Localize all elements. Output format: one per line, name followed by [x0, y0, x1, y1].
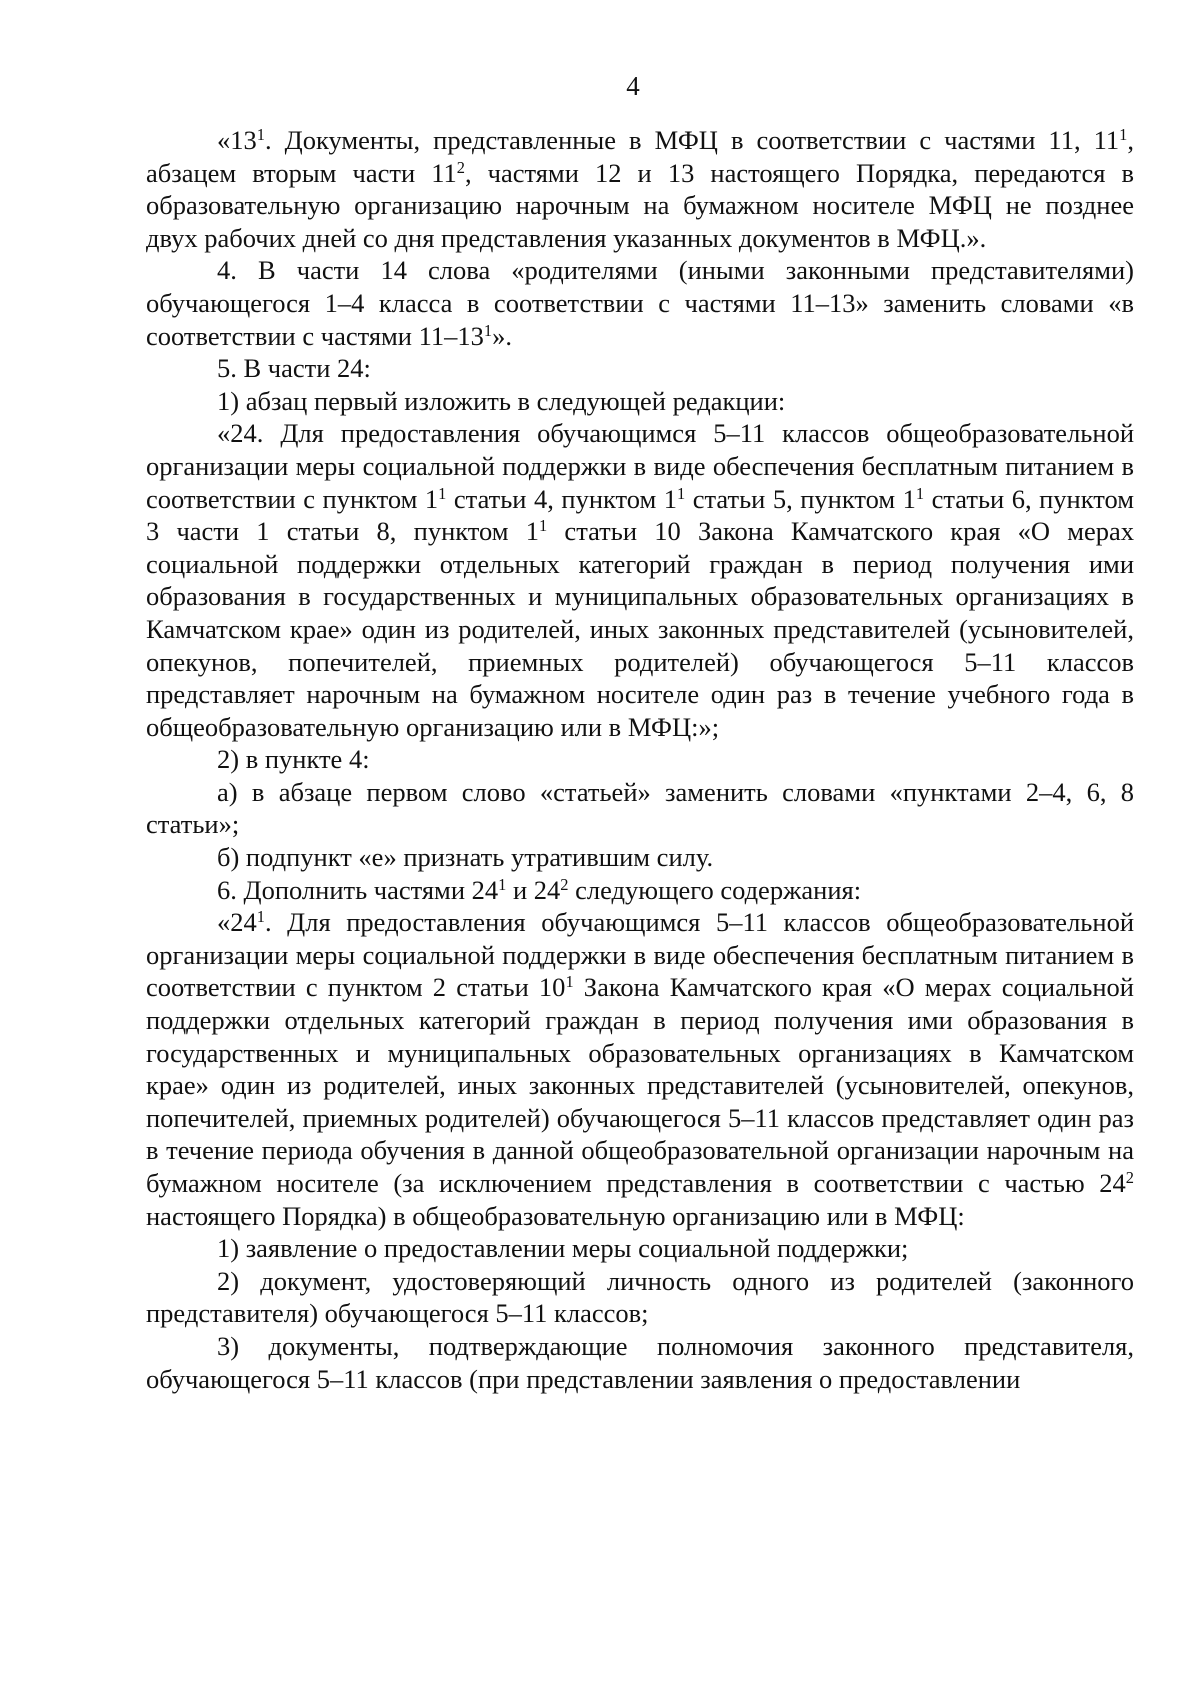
text-run: «24. Для предоставления обучающимся 5–11 классов общеобразовательной организации меры социальной поддержки в виде обеспечения бесплатным питанием в соответствии с пунктом 1: [146, 418, 1134, 514]
paragraph-p-item-5-2-b: [146, 841, 1134, 874]
superscript-index: 1: [915, 483, 925, 503]
text-run: 5. В части 24:: [217, 353, 371, 384]
page-number: 4: [626, 71, 640, 101]
paragraph-p-24-1-3: [146, 1330, 1134, 1395]
superscript-index: 1: [256, 124, 265, 144]
superscript-index: 1: [438, 483, 447, 503]
text-run: статьи 5, пунктом 1: [685, 483, 916, 514]
paragraph-p-24: [146, 417, 1134, 743]
text-run: статьи 10 Закона Камчатского края «О мерах социальной поддержки отдельных категорий граждан в период получения ими образования в государственных и муниципальных образовательных организациях в Камчатском крае» один из родителей, иных законных представителей (усыновителей, опекунов, попечителей, приемных родителей) обучающегося 5–11 классов представляет нарочным на бумажном носителе один раз в течение учебного года в общеобразовательную организацию или в МФЦ:»;: [146, 516, 1134, 742]
text-run: 1) заявление о предоставлении меры социальной поддержки;: [217, 1233, 909, 1264]
paragraph-p-item-5-1: [146, 385, 1134, 418]
superscript-index: 1: [256, 907, 265, 927]
superscript-index: 1: [1119, 124, 1128, 144]
superscript-index: 1: [677, 483, 686, 503]
paragraph-p-item-5: [146, 352, 1134, 385]
text-run: 3) документы, подтверждающие полномочия законного представителя, обучающегося 5–11 классов (при представлении заявления о предоставлении: [146, 1330, 1134, 1394]
superscript-index: 2: [1125, 1167, 1134, 1187]
text-run: б) подпункт «е» признать утратившим силу.: [217, 842, 714, 873]
text-run: . Документы, представленные в МФЦ в соответствии с частями 11, 11: [264, 125, 1120, 155]
text-run: «24: [217, 907, 257, 938]
paragraph-p-24-1: [146, 906, 1134, 1232]
paragraph-p-item-4: [146, 254, 1134, 352]
text-run: 2) в пункте 4:: [217, 744, 370, 775]
text-run: 1) абзац первый изложить в следующей редакции:: [217, 385, 786, 416]
text-run: , абзацем вторым части 11: [146, 125, 1134, 188]
superscript-index: 1: [498, 874, 507, 894]
text-run: следующего содержания:: [568, 874, 862, 905]
text-run: и 24: [506, 874, 561, 905]
text-run: 2) документ, удостоверяющий личность одного из родителей (законного представителя) обучающегося 5–11 классов;: [146, 1265, 1134, 1329]
paragraph-p-24-1-2: [146, 1265, 1134, 1330]
text-run: ».: [492, 320, 512, 351]
text-run: статьи 4, пунктом 1: [446, 483, 678, 514]
paragraph-p-item-5-2: [146, 743, 1134, 776]
text-run: статьи 6, пунктом 3 части 1 статьи 8, пунктом 1: [146, 483, 1134, 547]
superscript-index: 1: [483, 320, 493, 340]
paragraph-p-13-1: [146, 124, 1134, 254]
text-run: настоящего Порядка) в общеобразовательную организацию или в МФЦ:: [146, 1200, 965, 1231]
text-run: 4. В части 14 слова «родителями (иными законными представителями) обучающегося 1–4 класса в соответствии с частями 11–13» заменить словами «в соответствии с частями 11–13: [146, 255, 1134, 351]
document-body: [146, 124, 1134, 1395]
text-run: 6. Дополнить частями 24: [217, 874, 499, 905]
paragraph-p-item-6: [146, 874, 1134, 907]
text-run: Закона Камчатского края «О мерах социальной поддержки отдельных категорий граждан в период получения ими образования в государственных и муниципальных образовательных организациях в Камчатском крае» один из родителей, иных законных представителей (усыновителей, опекунов, попечителей, приемных родителей) обучающегося 5–11 классов представляет один раз в течение периода обучения в данной общеобразовательной организации нарочным на бумажном носителе (за исключением представления в соответствии с частью 24: [146, 972, 1134, 1198]
paragraph-p-item-5-2-a: [146, 776, 1134, 841]
superscript-index: 2: [456, 157, 465, 177]
text-run: , частями 12 и 13 настоящего Порядка, передаются в образовательную организацию нарочным на бумажном носителе МФЦ не позднее двух рабочих дней со дня представления указанных документов в МФЦ.».: [146, 157, 1134, 253]
superscript-index: 1: [539, 516, 548, 536]
text-run: «13: [217, 125, 257, 155]
superscript-index: 1: [565, 972, 574, 992]
text-run: а) в абзаце первом слово «статьей» заменить словами «пунктами 2–4, 6, 8 статьи»;: [146, 776, 1134, 840]
text-run: . Для предоставления обучающимся 5–11 классов общеобразовательной организации меры социальной поддержки в виде обеспечения бесплатным питанием в соответствии с пунктом 2 статьи 10: [146, 907, 1134, 1003]
superscript-index: 2: [560, 874, 569, 894]
paragraph-p-24-1-1: [146, 1232, 1134, 1265]
